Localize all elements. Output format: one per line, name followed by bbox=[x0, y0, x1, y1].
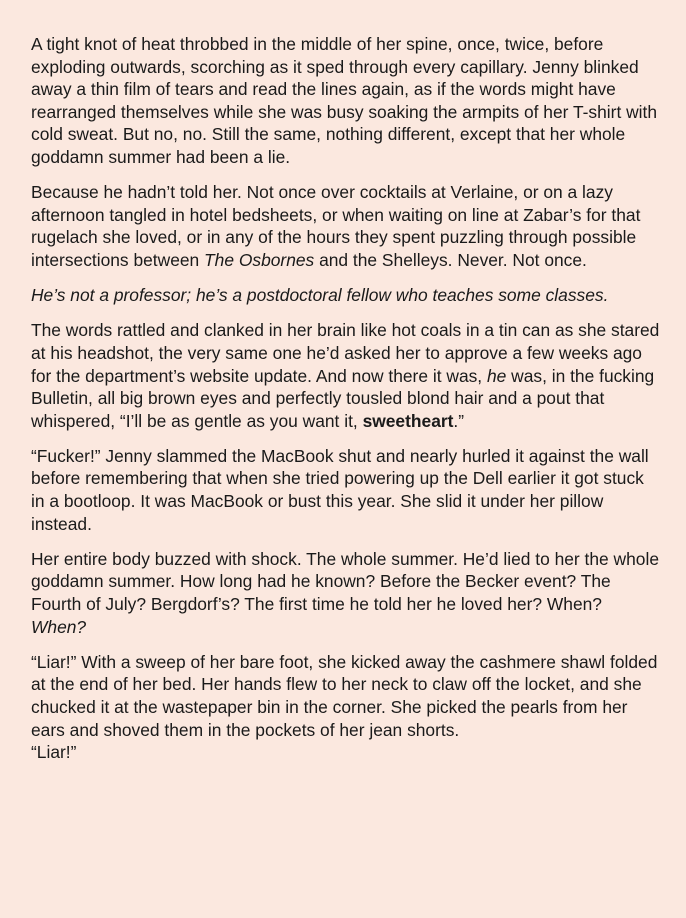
paragraph-8 bbox=[31, 741, 661, 764]
paragraph-2-text-b: and the Shelleys. Never. Not once. bbox=[314, 249, 587, 270]
paragraph-5 bbox=[31, 445, 661, 535]
paragraph-6-text: Her entire body buzzed with shock. The whole summer. He’d lied to her the whole goddamn summer. How long had he known? Before the Becker event? The Fourth of July? Bergdorf’s? The first time he told her he loved her? When? bbox=[31, 548, 659, 615]
paragraph-3 bbox=[31, 284, 661, 307]
paragraph-4-text-a: The words rattled and clanked in her brain like hot coals in a tin can as she stared at his headshot, the very same one he’d asked her to approve a few weeks ago for the department’s website update. And now there it was, bbox=[31, 320, 660, 386]
document-body bbox=[31, 33, 661, 776]
paragraph-1 bbox=[31, 33, 661, 169]
paragraph-4-bold-sweetheart: sweetheart bbox=[362, 410, 454, 431]
paragraph-4-text-c: .” bbox=[453, 410, 465, 431]
paragraph-2-text-a: Because he hadn’t told her. Not once over cocktails at Verlaine, or on a lazy afternoon tangled in hotel bedsheets, or when waiting on line at Zabar’s for that rugelach she loved, or in any of the hours they spent puzzling through possible intersections between bbox=[31, 182, 641, 270]
paragraph-7 bbox=[31, 651, 661, 741]
paragraph-7-text: “Liar!” With a sweep of her bare foot, she kicked away the cashmere shawl folded at the end of her bed. Her hands flew to her neck to claw off the locket, and she chucked it at the wastepaper bin in the corner. She picked the pearls from her ears and shoved them in the pockets of her jean shorts. bbox=[31, 651, 658, 740]
paragraph-5-text: “Fucker!” Jenny slammed the MacBook shut and nearly hurled it against the wall before remembering that when she tried powering up the Dell earlier it got stuck in a bootloop. It was MacBook or bust this year. She slid it under her pillow instead. bbox=[31, 445, 649, 534]
paragraph-3-italic-text: He’s not a professor; he’s a postdoctoral fellow who teaches some classes. bbox=[31, 285, 609, 306]
paragraph-4-italic-he: he bbox=[486, 365, 507, 386]
paragraph-4-text-b: was, in the fucking Bulletin, all big brown eyes and perfectly tousled blond hair and a pout that whispered, “I’ll be as gentle as you want it, bbox=[31, 365, 655, 431]
paragraph-8-text: “Liar!” bbox=[31, 742, 77, 763]
paragraph-4 bbox=[31, 319, 661, 432]
paragraph-2-italic-title: The Osbornes bbox=[204, 249, 315, 270]
paragraph-2 bbox=[31, 181, 661, 271]
paragraph-6-italic-when: When? bbox=[31, 616, 87, 637]
paragraph-6 bbox=[31, 548, 661, 638]
paragraph-1-text: A tight knot of heat throbbed in the middle of her spine, once, twice, before exploding outwards, scorching as it sped through every capillary. Jenny blinked away a thin film of tears and read the lines again, as if the words might have rearranged themselves while she was busy soaking the armpits of her T-shirt with cold sweat. But no, no. Still the same, nothing different, except that her whole goddamn summer had been a lie. bbox=[31, 34, 658, 167]
